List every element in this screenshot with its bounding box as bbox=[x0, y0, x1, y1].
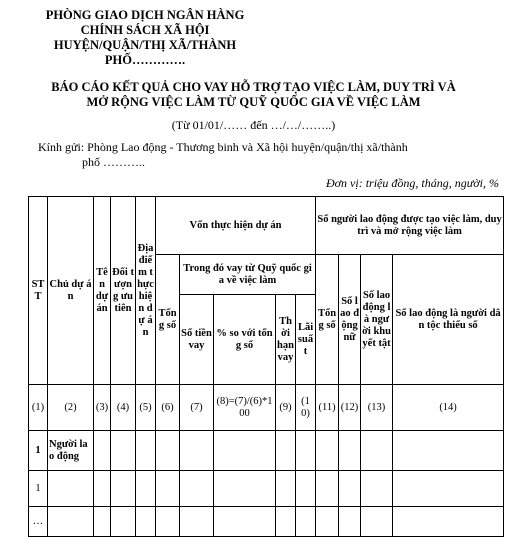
row-label: Người lao động bbox=[48, 431, 94, 471]
table-row bbox=[29, 507, 504, 537]
agency-line-2: CHÍNH SÁCH XÃ HỘI bbox=[80, 23, 210, 37]
col-number: (4) bbox=[111, 385, 136, 431]
report-title bbox=[0, 80, 507, 110]
agency-line-3: HUYỆN/QUẬN/THỊ XÃ/THÀNH bbox=[53, 38, 237, 52]
agency-line-4: PHỐ…………. bbox=[104, 53, 186, 67]
report-title-line-1: BÁO CÁO KẾT QUẢ CHO VAY HỖ TRỢ TẠO VIỆC LÀM, DUY TRÌ VÀ bbox=[51, 80, 456, 94]
header-capital-group: Vốn thực hiện dự án bbox=[156, 197, 316, 255]
recipient-line-1: Kính gửi: Phòng Lao động - Thương binh và Xã hội huyện/quận/thị xã/thành bbox=[38, 140, 408, 154]
recipient bbox=[38, 140, 478, 170]
col-number: (8)=(7)/(6)*100 bbox=[214, 385, 276, 431]
col-number: (3) bbox=[94, 385, 111, 431]
header-stt: STT bbox=[29, 197, 48, 385]
report-table bbox=[28, 196, 504, 537]
col-number: (9) bbox=[276, 385, 296, 431]
row-stt: … bbox=[29, 507, 48, 537]
col-number: (1) bbox=[29, 385, 48, 431]
header-female-workers: Số lao động nữ bbox=[339, 255, 361, 385]
header-project-name: Tên dự án bbox=[94, 197, 111, 385]
header-workers-total: Tổng số bbox=[316, 255, 339, 385]
header-disabled-workers: Số lao động là người khuyết tật bbox=[361, 255, 393, 385]
agency-line-1: PHÒNG GIAO DỊCH NGÂN HÀNG bbox=[45, 8, 245, 22]
header-priority-subject: Đối tượng ưu tiên bbox=[111, 197, 136, 385]
header-workers-group: Số người lao động được tạo việc làm, duy trì và mở rộng việc làm bbox=[316, 197, 504, 255]
header-term: Thời hạn vay bbox=[276, 295, 296, 385]
col-number: (5) bbox=[136, 385, 156, 431]
agency-header bbox=[30, 8, 260, 68]
col-number: (6) bbox=[156, 385, 180, 431]
col-number: (13) bbox=[361, 385, 393, 431]
header-rate: Lãi suất bbox=[296, 295, 316, 385]
table-row bbox=[29, 431, 504, 471]
header-ethnic-workers: Số lao động là người dân tộc thiểu số bbox=[393, 255, 504, 385]
report-period: (Từ 01/01/…… đến …/…/……..) bbox=[171, 118, 336, 132]
col-number: (11) bbox=[316, 385, 339, 431]
row-stt: 1 bbox=[29, 471, 48, 507]
header-borrower: Chủ dự án bbox=[48, 197, 94, 385]
row-stt: 1 bbox=[29, 431, 48, 471]
header-fund-group: Trong đó vay từ Quỹ quốc gia về việc làm bbox=[180, 255, 316, 295]
header-loan-amount: Số tiền vay bbox=[180, 295, 214, 385]
col-number: (2) bbox=[48, 385, 94, 431]
header-capital-total: Tổng số bbox=[156, 255, 180, 385]
unit-note: Đơn vị: triệu đồng, tháng, người, % bbox=[325, 176, 499, 190]
col-number: (7) bbox=[180, 385, 214, 431]
col-number: (10) bbox=[296, 385, 316, 431]
table-row bbox=[29, 471, 504, 507]
col-number: (14) bbox=[393, 385, 504, 431]
recipient-line-2: phố ……….. bbox=[82, 155, 145, 169]
col-number: (12) bbox=[339, 385, 361, 431]
header-location: Địa điểm thực hiện dự án bbox=[136, 197, 156, 385]
report-title-line-2: MỞ RỘNG VIỆC LÀM TỪ QUỸ QUỐC GIA VỀ VIỆC LÀM bbox=[86, 95, 421, 109]
header-percent: % so với tổng số bbox=[214, 295, 276, 385]
